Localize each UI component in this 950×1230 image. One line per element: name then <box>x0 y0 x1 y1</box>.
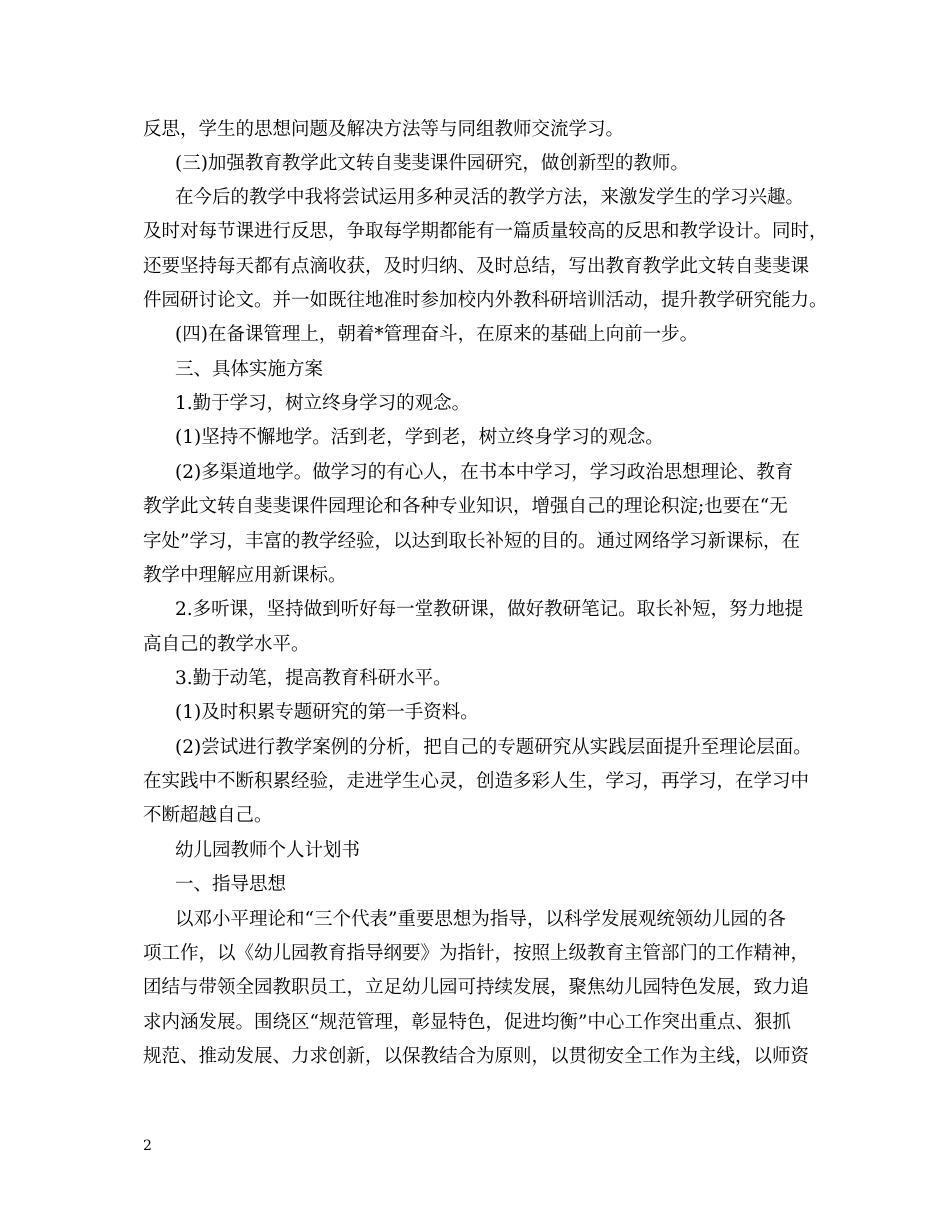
document-title: 幼儿园教师个人计划书 <box>175 840 361 861</box>
text-line: (1)坚持不懈地学。活到老，学到老，树立终身学习的观念。 <box>175 427 664 448</box>
text-line: 规范、推动发展、力求创新，以保教结合为原则，以贯彻安全工作为主线，以师资 <box>143 1046 810 1067</box>
text-line: (2)尝试进行教学案例的分析，把自己的专题研究从实践层面提升至理论层面。 <box>175 737 812 758</box>
page-number: 2 <box>143 1138 152 1154</box>
text-line: 教学此文转自斐斐课件园理论和各种专业知识，增强自己的理论积淀;也要在“无 <box>143 496 788 517</box>
section-heading: 三、具体实施方案 <box>175 359 324 380</box>
text-line: 在实践中不断积累经验，走进学生心灵，创造多彩人生，学习，再学习，在学习中 <box>143 771 810 792</box>
text-line: 教学中理解应用新课标。 <box>143 565 347 586</box>
text-line: 1.勤于学习，树立终身学习的观念。 <box>175 393 471 414</box>
section-heading: 一、指导思想 <box>175 874 287 895</box>
text-line: 还要坚持每天都有点滴收获，及时归纳、及时总结，写出教育教学此文转自斐斐课 <box>143 256 810 277</box>
text-line: (四)在备课管理上，朝着*管理奋斗，在原来的基础上向前一步。 <box>175 324 699 345</box>
text-line: 字处”学习，丰富的教学经验，以达到取长补短的目的。通过网络学习新课标，在 <box>143 531 800 552</box>
text-line: 以邓小平理论和“三个代表”重要思想为指导，以科学发展观统领幼儿园的各 <box>175 909 786 930</box>
text-line: 高自己的教学水平。 <box>143 634 310 655</box>
text-line: 反思，学生的思想问题及解决方法等与同组教师交流学习。 <box>143 119 625 140</box>
text-line: 不断超越自己。 <box>143 805 273 826</box>
text-line: 在今后的教学中我将尝试运用多种灵活的教学方法，来激发学生的学习兴趣。 <box>175 187 805 208</box>
text-line: (三)加强教育教学此文转自斐斐课件园研究，做创新型的教师。 <box>175 153 689 174</box>
text-line: 3.勤于动笔，提高教育科研水平。 <box>175 668 452 689</box>
text-line: 2.多听课，坚持做到听好每一堂教研课，做好教研笔记。取长补短，努力地提 <box>175 599 804 620</box>
text-line: (1)及时积累专题研究的第一手资料。 <box>175 702 479 723</box>
text-line: (2)多渠道地学。做学习的有心人，在书本中学习，学习政治思想理论、教育 <box>175 462 794 483</box>
text-line: 项工作，以《幼儿园教育指导纲要》为指针，按照上级教育主管部门的工作精神， <box>143 943 810 964</box>
text-line: 及时对每节课进行反思，争取每学期都能有一篇质量较高的反思和教学设计。同时， <box>143 221 828 242</box>
text-line: 团结与带领全园教职员工，立足幼儿园可持续发展，聚焦幼儿园特色发展，致力追 <box>143 977 810 998</box>
text-line: 求内涵发展。围绕区“规范管理，彰显特色，促进均衡”中心工作突出重点、狠抓 <box>143 1012 791 1033</box>
text-line: 件园研讨论文。并一如既往地准时参加校内外教科研培训活动，提升教学研究能力。 <box>143 290 828 311</box>
